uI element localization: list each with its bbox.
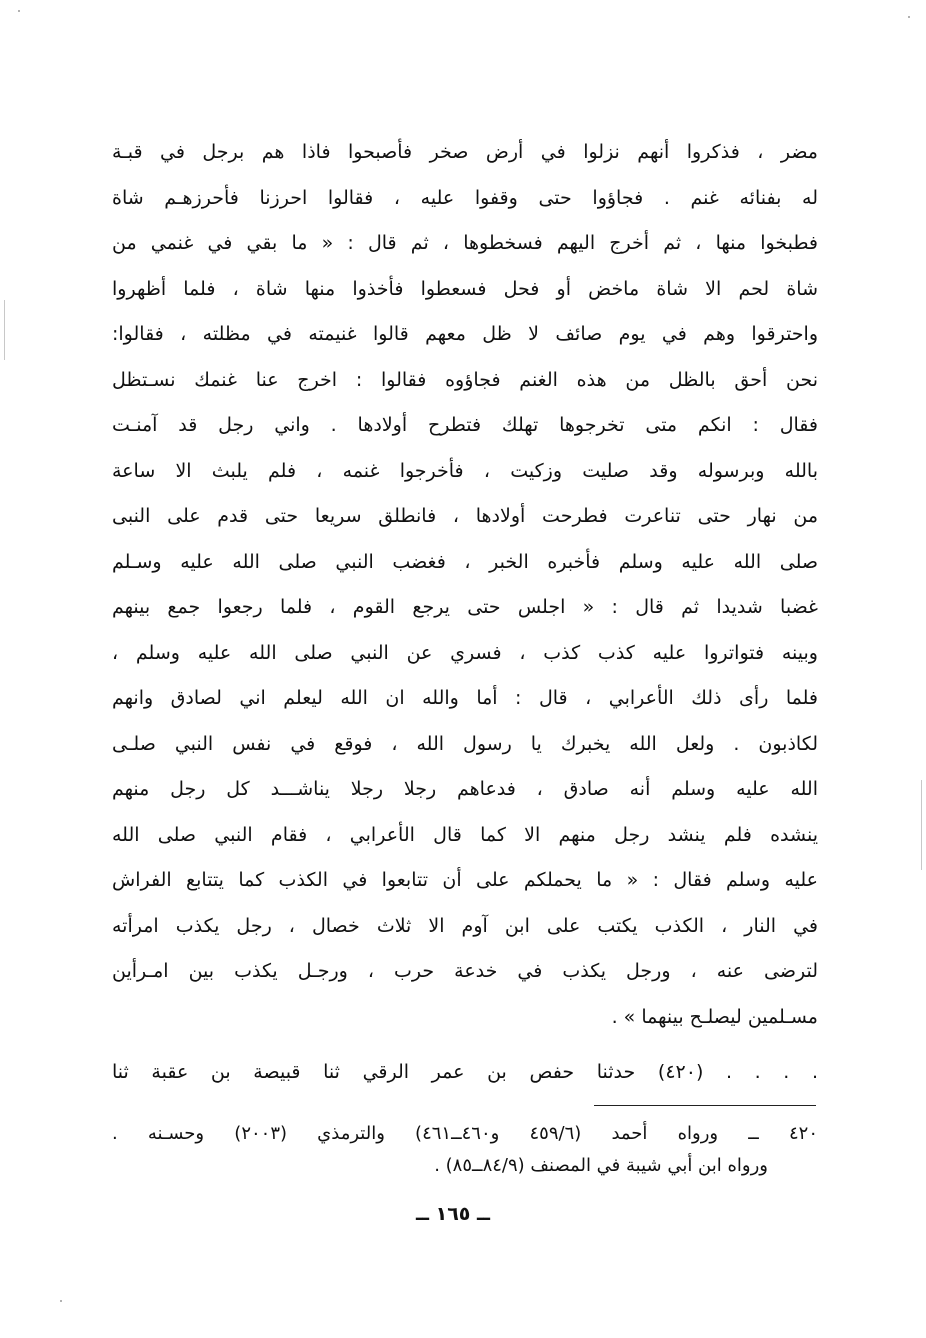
text-line: لترضى عنه ، ورجل يكذب في خدعة حرب ، ورجـل يكذب بين امـرأين <box>112 960 818 982</box>
text-line: ينشده فلم ينشد رجل منهم الا كما قال الأعرابي ، فقام النبي صلى الله <box>112 823 818 846</box>
text-line: شاة لحم الا شاة ماخض أو فحل فسعطوا فأخذوا منها شاة ، فلما أظهروا <box>112 277 818 300</box>
text-line: فلما رأى ذلك الأعرابي ، قال : أما والله ان الله ليعلم اني لصادق وانهم <box>112 687 818 709</box>
text-line: له بفنائه غنم . فجاؤوا حتى وقفوا عليه ، فقالوا احرزنا فأحرزهـم شاة <box>112 186 818 209</box>
text-line: عليه وسلم فقال : « ما يحملكم على أن تتابعوا في الكذب كما يتتابع الفراش <box>112 869 818 891</box>
scan-speck <box>18 10 20 12</box>
text-line: في النار ، الكذب يكتب على ابن آوم الا ثلاث خصال ، رجل يكذب امرأته <box>112 914 818 937</box>
margin-line <box>4 300 5 360</box>
text-line: مسـلمين ليصلـح بينهما » . <box>611 1005 818 1028</box>
text-line: من نهار حتى تناعرت فطرحت أولادها ، فانطلق سريعا حتى قدم على النبى <box>112 505 818 527</box>
scan-speck <box>908 16 910 18</box>
text-line: فطبخوا منها ، ثم أخرج اليهم فسخطوها ، ثم قال : « ما بقي في غنمي من <box>112 232 818 254</box>
main-text <box>112 130 818 1040</box>
margin-line <box>921 780 922 870</box>
text-line: غضبا شديدا ثم قال : « اجلس حتى يرجع القوم ، فلما رجعوا جمع بينهم <box>112 596 818 618</box>
footnote-line: ٤٢٠ ــ ورواه أحمد (٤٥٩/٦ و٤٦٠ــ٤٦١) والترمذي (٢٠٠٣) وحسـنه . <box>112 1123 818 1144</box>
text-line: واحترقوا وهم في يوم صائف لا ظل معهم قالوا غنيمته في مظلته ، فقالوا: <box>112 323 818 345</box>
footnotes <box>112 1118 818 1182</box>
text-line: لكاذبون . ولعل الله يخبرك يا رسول الله ، فوقع في نفس النبي صلـى <box>112 732 818 755</box>
text-line: مضر ، فذكروا أنهم نزلوا في أرض صخر فأصبحوا فاذا هم برجل في قبـة <box>112 141 818 163</box>
text-line: الله عليه وسلم أنه صادق ، فدعاهم رجلا رجلا يناشـــد كل رجل منهم <box>112 778 818 800</box>
footnote-separator <box>594 1105 816 1106</box>
page-number: ــ ١٦٥ ــ <box>415 1203 490 1225</box>
scan-speck <box>60 1300 62 1302</box>
footnote-line: ورواه ابن أبي شيبة في المصنف (٨٤/٩ــ٨٥) . <box>434 1155 768 1176</box>
text-line: فقال : انكم متى تخرجوها تهلك فتطرح أولادها . واني رجل قد آمنـت <box>112 414 818 436</box>
text-line: وبينه فتواتروا عليه كذب كذب ، فسري عن النبي صلى الله عليه وسلم ، <box>112 641 818 664</box>
hadith-420-opening: . . . . (٤٢٠) حدثنا حفص بن عمر الرقي ثنا قبيصة بن عقبة ثنا <box>112 1061 818 1083</box>
text-line: صلى الله عليه وسلم فأخبره الخبر ، فغضب النبي صلى الله عليه وسـلم <box>112 550 818 573</box>
text-line: بالله وبرسوله وقد صليت وزكيت ، فأخرجوا غنمه ، فلم يلبث الا ساعة <box>112 459 818 482</box>
text-line: نحن أحق بالظل من هذه الغنم فجاؤوه فقالوا : اخرج عنا غنمك نسـتظل <box>112 368 818 391</box>
